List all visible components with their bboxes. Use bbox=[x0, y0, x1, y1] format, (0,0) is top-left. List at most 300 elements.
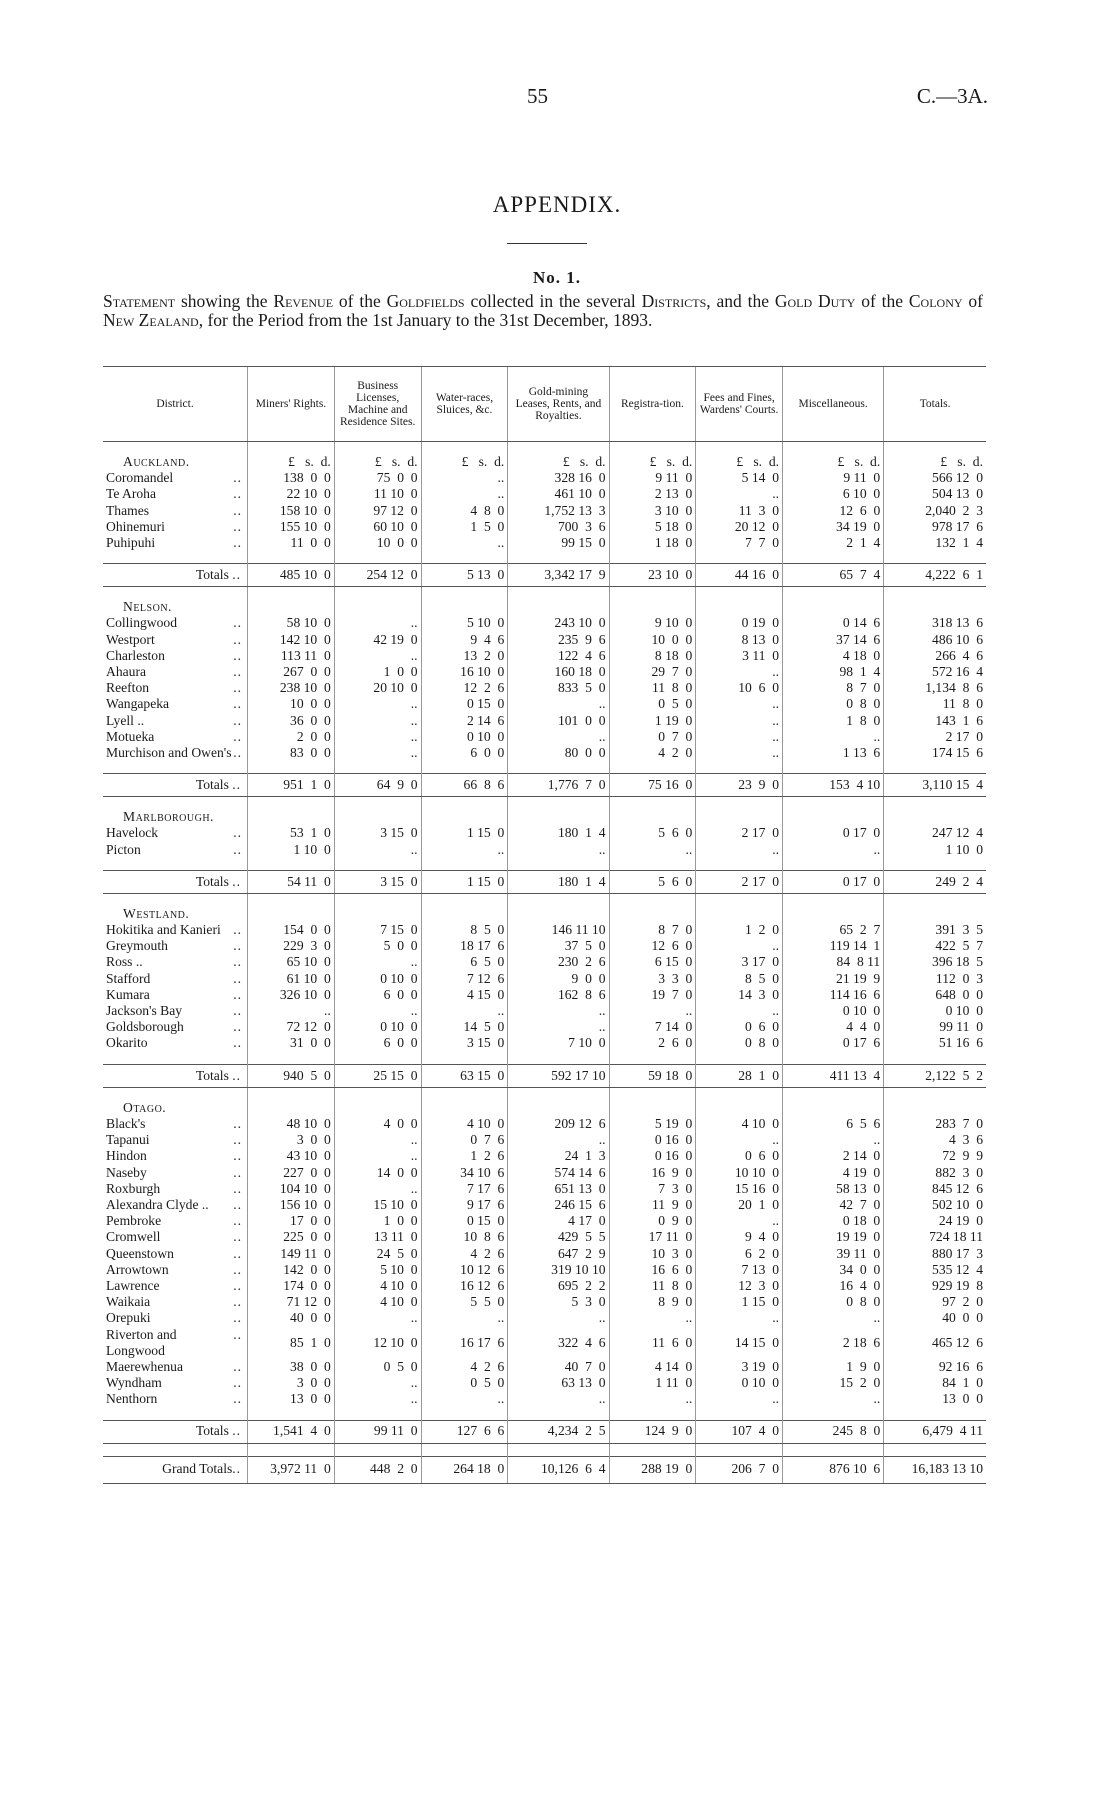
grand-total-value-cell: 3,972 11 0 bbox=[248, 1456, 335, 1483]
value-cell: 138 0 0 bbox=[248, 470, 335, 486]
total-value-cell: 75 16 0 bbox=[609, 774, 696, 797]
value-cell: 143 1 6 bbox=[884, 713, 986, 729]
value-cell: .. bbox=[334, 615, 421, 631]
value-cell: 2,040 2 3 bbox=[884, 503, 986, 519]
total-value-cell: 2 17 0 bbox=[696, 870, 783, 893]
district-cell-inner bbox=[106, 519, 244, 535]
district-cell bbox=[103, 1391, 248, 1407]
statement-word: Statement bbox=[103, 291, 176, 311]
table-row bbox=[103, 745, 986, 761]
total-value-cell: 5 13 0 bbox=[421, 564, 508, 587]
district-cell-inner bbox=[106, 1262, 244, 1278]
spacer-cell bbox=[508, 1052, 609, 1065]
total-value-cell: 127 6 6 bbox=[421, 1420, 508, 1443]
value-cell: 429 5 5 bbox=[508, 1229, 609, 1245]
district-cell bbox=[103, 1246, 248, 1262]
region-name: Marlborough. bbox=[123, 809, 214, 825]
leader-dots: .. bbox=[233, 1035, 243, 1051]
district-cell bbox=[103, 1181, 248, 1197]
value-cell: 929 19 8 bbox=[884, 1278, 986, 1294]
district-cell bbox=[103, 1197, 248, 1213]
district-cell bbox=[103, 680, 248, 696]
table-row bbox=[103, 713, 986, 729]
leader-dots: .. bbox=[233, 970, 243, 986]
district-cell bbox=[103, 632, 248, 648]
value-cell: 724 18 11 bbox=[884, 1229, 986, 1245]
grand-total-value-cell: 288 19 0 bbox=[609, 1456, 696, 1483]
value-cell: 11 3 0 bbox=[696, 503, 783, 519]
value-cell: .. bbox=[508, 729, 609, 745]
spacer-cell bbox=[334, 1443, 421, 1456]
value-cell: 465 12 6 bbox=[884, 1327, 986, 1359]
spacer-cell bbox=[508, 1443, 609, 1456]
value-cell: 39 11 0 bbox=[783, 1246, 884, 1262]
value-cell: .. bbox=[334, 696, 421, 712]
value-cell: 9 4 0 bbox=[696, 1229, 783, 1245]
value-cell: .. bbox=[421, 1391, 508, 1407]
value-cell: 4 4 0 bbox=[783, 1019, 884, 1035]
value-cell: .. bbox=[421, 486, 508, 502]
value-cell: 1 18 0 bbox=[609, 535, 696, 551]
value-cell: 1 13 6 bbox=[783, 745, 884, 761]
value-cell: 4 10 0 bbox=[334, 1278, 421, 1294]
value-cell: 112 0 3 bbox=[884, 971, 986, 987]
spacer-row bbox=[103, 1052, 986, 1065]
district-cell-inner bbox=[106, 842, 244, 858]
district-name: Black's bbox=[106, 1115, 146, 1131]
spacer-cell bbox=[783, 761, 884, 774]
units-cell bbox=[421, 599, 508, 615]
table-row bbox=[103, 632, 986, 648]
value-cell: 10 3 0 bbox=[609, 1246, 696, 1262]
total-value-cell: 0 17 0 bbox=[783, 870, 884, 893]
value-cell: 34 19 0 bbox=[783, 519, 884, 535]
district-cell bbox=[103, 1359, 248, 1375]
total-value-cell: 44 16 0 bbox=[696, 564, 783, 587]
units-cell bbox=[696, 906, 783, 922]
value-cell: 4 0 0 bbox=[334, 1116, 421, 1132]
value-cell: .. bbox=[696, 729, 783, 745]
value-cell: 0 14 6 bbox=[783, 615, 884, 631]
spacer-cell bbox=[609, 442, 696, 455]
table-row bbox=[103, 729, 986, 745]
value-cell: 16 10 0 bbox=[421, 664, 508, 680]
district-cell-inner bbox=[106, 1391, 244, 1407]
district-name: Havelock bbox=[106, 825, 159, 841]
statement-text: of the bbox=[333, 291, 387, 311]
district-name: Ross .. bbox=[106, 954, 143, 970]
statement-text: collected in the several bbox=[464, 291, 642, 311]
value-cell: .. bbox=[508, 1019, 609, 1035]
value-cell: 154 0 0 bbox=[248, 922, 335, 938]
total-value-cell: 592 17 10 bbox=[508, 1064, 609, 1087]
district-cell-inner bbox=[106, 922, 244, 938]
spacer-row bbox=[103, 551, 986, 564]
value-cell: 84 1 0 bbox=[884, 1375, 986, 1391]
leader-dots: .. bbox=[233, 1003, 243, 1019]
district-cell bbox=[103, 503, 248, 519]
value-cell: 3 0 0 bbox=[248, 1132, 335, 1148]
value-cell: 6 5 6 bbox=[783, 1116, 884, 1132]
units-cell bbox=[248, 599, 335, 615]
value-cell: 0 19 0 bbox=[696, 615, 783, 631]
spacer-cell bbox=[103, 551, 248, 564]
value-cell: 4 2 6 bbox=[421, 1359, 508, 1375]
region-header-row bbox=[103, 599, 986, 615]
table-row bbox=[103, 1278, 986, 1294]
value-cell: .. bbox=[696, 1391, 783, 1407]
value-cell: 0 7 0 bbox=[609, 729, 696, 745]
value-cell: .. bbox=[696, 1213, 783, 1229]
table-row bbox=[103, 486, 986, 502]
value-cell: 162 8 6 bbox=[508, 987, 609, 1003]
value-cell: 60 10 0 bbox=[334, 519, 421, 535]
spacer-cell bbox=[421, 893, 508, 906]
total-value-cell: 23 10 0 bbox=[609, 564, 696, 587]
spacer-cell bbox=[421, 1443, 508, 1456]
value-cell: 1 15 0 bbox=[421, 825, 508, 841]
table-row bbox=[103, 1035, 986, 1051]
district-cell bbox=[103, 1116, 248, 1132]
value-cell: 72 9 9 bbox=[884, 1148, 986, 1164]
value-cell: 122 4 6 bbox=[508, 648, 609, 664]
units-cell bbox=[421, 809, 508, 825]
spacer-cell bbox=[609, 587, 696, 600]
value-cell: 11 10 0 bbox=[334, 486, 421, 502]
value-cell: 572 16 4 bbox=[884, 664, 986, 680]
district-name: Picton bbox=[106, 841, 141, 857]
value-cell: 149 11 0 bbox=[248, 1246, 335, 1262]
total-value-cell: 107 4 0 bbox=[696, 1420, 783, 1443]
district-name: Jackson's Bay bbox=[106, 1003, 183, 1019]
value-cell: 97 12 0 bbox=[334, 503, 421, 519]
table-row bbox=[103, 954, 986, 970]
value-cell: 29 7 0 bbox=[609, 664, 696, 680]
district-name: Reefton bbox=[106, 680, 150, 696]
value-cell: 235 9 6 bbox=[508, 632, 609, 648]
spacer-cell bbox=[884, 1443, 986, 1456]
district-name: Lawrence bbox=[106, 1277, 160, 1293]
value-cell: 104 10 0 bbox=[248, 1181, 335, 1197]
district-name: Charleston bbox=[106, 647, 165, 663]
district-cell bbox=[103, 987, 248, 1003]
value-cell: 574 14 6 bbox=[508, 1165, 609, 1181]
spacer-cell bbox=[783, 1443, 884, 1456]
value-cell: 40 0 0 bbox=[884, 1310, 986, 1326]
value-cell: .. bbox=[696, 696, 783, 712]
value-cell: 37 14 6 bbox=[783, 632, 884, 648]
leader-dots: .. bbox=[233, 1326, 243, 1342]
leader-dots: .. bbox=[233, 1261, 243, 1277]
header-totals: Totals. bbox=[884, 367, 986, 442]
value-cell: 16 9 0 bbox=[609, 1165, 696, 1181]
value-cell: 17 0 0 bbox=[248, 1213, 335, 1229]
value-cell: 72 12 0 bbox=[248, 1019, 335, 1035]
spacer-cell bbox=[783, 1052, 884, 1065]
value-cell: 6 15 0 bbox=[609, 954, 696, 970]
district-cell-inner bbox=[106, 1165, 244, 1181]
value-cell: 5 0 0 bbox=[334, 938, 421, 954]
district-cell bbox=[103, 1375, 248, 1391]
spacer-cell bbox=[884, 1087, 986, 1100]
value-cell: 51 16 6 bbox=[884, 1035, 986, 1051]
value-cell: .. bbox=[334, 729, 421, 745]
value-cell: 15 16 0 bbox=[696, 1181, 783, 1197]
value-cell: 10 10 0 bbox=[696, 1165, 783, 1181]
total-value-cell: 485 10 0 bbox=[248, 564, 335, 587]
value-cell: 3 10 0 bbox=[609, 503, 696, 519]
district-name: Murchison and Owen's bbox=[106, 745, 232, 761]
leader-dots: .. bbox=[233, 1277, 243, 1293]
spacer-cell bbox=[508, 893, 609, 906]
value-cell: 230 2 6 bbox=[508, 954, 609, 970]
district-name: Thames bbox=[106, 502, 150, 518]
leader-dots: .. bbox=[233, 712, 243, 728]
leader-dots: .. bbox=[233, 1310, 243, 1326]
value-cell: 158 10 0 bbox=[248, 503, 335, 519]
header-gold-mining-leases: Gold-mining Leases, Rents, and Royalties. bbox=[508, 367, 609, 442]
region-header-row bbox=[103, 1100, 986, 1116]
leader-dots: .. bbox=[233, 631, 243, 647]
spacer-cell bbox=[248, 858, 335, 871]
total-value-cell: 180 1 4 bbox=[508, 870, 609, 893]
district-cell bbox=[103, 1327, 248, 1359]
district-cell-inner bbox=[106, 535, 244, 551]
spacer-cell bbox=[884, 551, 986, 564]
value-cell: 4 15 0 bbox=[421, 987, 508, 1003]
table-row bbox=[103, 938, 986, 954]
table-row bbox=[103, 1116, 986, 1132]
statement-word: Districts bbox=[641, 291, 707, 311]
spacer-row bbox=[103, 587, 986, 600]
value-cell: 12 10 0 bbox=[334, 1327, 421, 1359]
district-cell bbox=[103, 664, 248, 680]
district-name: Te Aroha bbox=[106, 486, 157, 502]
value-cell: 61 10 0 bbox=[248, 971, 335, 987]
value-cell: 2 17 0 bbox=[696, 825, 783, 841]
totals-label bbox=[103, 564, 248, 587]
revenue-table-container bbox=[103, 366, 986, 1484]
spacer-cell bbox=[696, 587, 783, 600]
district-cell bbox=[103, 486, 248, 502]
value-cell: 9 4 6 bbox=[421, 632, 508, 648]
district-cell-inner bbox=[106, 1019, 244, 1035]
statement-caption bbox=[103, 292, 983, 330]
value-cell: 2 13 0 bbox=[609, 486, 696, 502]
spacer-cell bbox=[103, 442, 248, 455]
value-cell: 209 12 6 bbox=[508, 1116, 609, 1132]
table-row bbox=[103, 987, 986, 1003]
statement-word: New Zealand bbox=[103, 310, 199, 330]
value-cell: 11 0 0 bbox=[248, 535, 335, 551]
table-row bbox=[103, 1229, 986, 1245]
value-cell: 4 10 0 bbox=[334, 1294, 421, 1310]
value-cell: .. bbox=[334, 954, 421, 970]
value-cell: 0 16 0 bbox=[609, 1148, 696, 1164]
district-cell-inner bbox=[106, 632, 244, 648]
leader-dots: .. bbox=[232, 1067, 242, 1083]
value-cell: 11 8 0 bbox=[609, 1278, 696, 1294]
value-cell: 11 9 0 bbox=[609, 1197, 696, 1213]
value-cell: 20 12 0 bbox=[696, 519, 783, 535]
district-cell-inner bbox=[106, 825, 244, 841]
value-cell: 9 11 0 bbox=[609, 470, 696, 486]
district-cell bbox=[103, 1019, 248, 1035]
spacer-cell bbox=[783, 1408, 884, 1421]
value-cell: 75 0 0 bbox=[334, 470, 421, 486]
statement-word: Colony bbox=[908, 291, 963, 311]
total-value-cell: 3,110 15 4 bbox=[884, 774, 986, 797]
value-cell: 16 4 0 bbox=[783, 1278, 884, 1294]
district-name: Motueka bbox=[106, 728, 155, 744]
district-name: Lyell .. bbox=[106, 712, 145, 728]
district-cell bbox=[103, 1262, 248, 1278]
spacer-cell bbox=[884, 797, 986, 810]
value-cell: 391 3 5 bbox=[884, 922, 986, 938]
table-row bbox=[103, 971, 986, 987]
leader-dots: .. bbox=[233, 922, 243, 938]
leader-dots: .. bbox=[233, 680, 243, 696]
units-cell: £ s. d. bbox=[248, 454, 335, 470]
grand-totals-label bbox=[103, 1456, 248, 1483]
statement-text: , for the Period from the 1st January to the 31st December, 1893. bbox=[198, 310, 653, 330]
value-cell: 13 0 0 bbox=[884, 1391, 986, 1407]
units-cell bbox=[421, 1100, 508, 1116]
district-cell bbox=[103, 648, 248, 664]
value-cell: 322 4 6 bbox=[508, 1327, 609, 1359]
totals-label bbox=[103, 1064, 248, 1087]
value-cell: 155 10 0 bbox=[248, 519, 335, 535]
total-value-cell: 6,479 4 11 bbox=[884, 1420, 986, 1443]
value-cell: 18 17 6 bbox=[421, 938, 508, 954]
spacer-cell bbox=[103, 1052, 248, 1065]
value-cell: 2 14 0 bbox=[783, 1148, 884, 1164]
value-cell: .. bbox=[248, 1003, 335, 1019]
value-cell: .. bbox=[696, 713, 783, 729]
spacer-cell bbox=[609, 797, 696, 810]
value-cell: 53 1 0 bbox=[248, 825, 335, 841]
value-cell: 10 6 0 bbox=[696, 680, 783, 696]
district-name: Queenstown bbox=[106, 1245, 174, 1261]
value-cell: 0 16 0 bbox=[609, 1132, 696, 1148]
value-cell: 4 10 0 bbox=[421, 1116, 508, 1132]
spacer-cell bbox=[696, 1408, 783, 1421]
value-cell: 36 0 0 bbox=[248, 713, 335, 729]
value-cell: 4 19 0 bbox=[783, 1165, 884, 1181]
district-cell bbox=[103, 1035, 248, 1051]
value-cell: 142 0 0 bbox=[248, 1262, 335, 1278]
value-cell: 7 13 0 bbox=[696, 1262, 783, 1278]
district-cell-inner bbox=[106, 1035, 244, 1051]
value-cell: .. bbox=[696, 1132, 783, 1148]
grand-total-value-cell: 264 18 0 bbox=[421, 1456, 508, 1483]
value-cell: 58 13 0 bbox=[783, 1181, 884, 1197]
value-cell: .. bbox=[334, 1310, 421, 1326]
value-cell: 85 1 0 bbox=[248, 1327, 335, 1359]
leader-dots: .. bbox=[233, 1294, 243, 1310]
value-cell: 1,134 8 6 bbox=[884, 680, 986, 696]
value-cell: 880 17 3 bbox=[884, 1246, 986, 1262]
table-row bbox=[103, 842, 986, 858]
document-number: No. 1. bbox=[532, 268, 582, 287]
total-value-cell: 1,541 4 0 bbox=[248, 1420, 335, 1443]
leader-dots: .. bbox=[233, 825, 243, 841]
total-value-cell: 2,122 5 2 bbox=[884, 1064, 986, 1087]
totals-label bbox=[103, 870, 248, 893]
value-cell: .. bbox=[609, 1310, 696, 1326]
table-row bbox=[103, 1132, 986, 1148]
grand-totals-label-text: Grand Totals bbox=[162, 1461, 233, 1477]
value-cell: 318 13 6 bbox=[884, 615, 986, 631]
spacer-cell bbox=[508, 1087, 609, 1100]
totals-label-text: Totals bbox=[195, 1067, 229, 1083]
value-cell: 13 0 0 bbox=[248, 1391, 335, 1407]
statement-text: , and the bbox=[706, 291, 775, 311]
value-cell: 0 10 0 bbox=[696, 1375, 783, 1391]
district-name: Roxburgh bbox=[106, 1180, 161, 1196]
value-cell: .. bbox=[508, 1003, 609, 1019]
value-cell: 6 2 0 bbox=[696, 1246, 783, 1262]
district-cell-inner bbox=[106, 729, 244, 745]
value-cell: .. bbox=[609, 1391, 696, 1407]
totals-label-text: Totals bbox=[195, 567, 229, 583]
district-name: Orepuki bbox=[106, 1310, 151, 1326]
value-cell: 11 8 0 bbox=[609, 680, 696, 696]
district-name: Arrowtown bbox=[106, 1261, 169, 1277]
units-cell bbox=[334, 906, 421, 922]
spacer-cell bbox=[609, 893, 696, 906]
spacer-cell bbox=[421, 858, 508, 871]
district-cell-inner bbox=[106, 1327, 244, 1359]
spacer-cell bbox=[884, 1052, 986, 1065]
value-cell: 4 2 6 bbox=[421, 1246, 508, 1262]
units-cell bbox=[508, 599, 609, 615]
value-cell: 9 0 0 bbox=[508, 971, 609, 987]
district-cell bbox=[103, 922, 248, 938]
district-cell bbox=[103, 1003, 248, 1019]
revenue-table bbox=[103, 366, 986, 1484]
value-cell: .. bbox=[508, 1391, 609, 1407]
spacer-cell bbox=[248, 1087, 335, 1100]
region-totals-row bbox=[103, 564, 986, 587]
spacer-cell bbox=[334, 761, 421, 774]
spacer-row bbox=[103, 1087, 986, 1100]
district-cell-inner bbox=[106, 615, 244, 631]
value-cell: 0 10 0 bbox=[421, 729, 508, 745]
district-name: Maerewhenua bbox=[106, 1358, 183, 1374]
units-cell: £ s. d. bbox=[696, 454, 783, 470]
value-cell: 142 10 0 bbox=[248, 632, 335, 648]
value-cell: .. bbox=[508, 842, 609, 858]
spacer-cell bbox=[334, 587, 421, 600]
value-cell: 14 0 0 bbox=[334, 1165, 421, 1181]
value-cell: .. bbox=[609, 1003, 696, 1019]
spacer-cell bbox=[508, 587, 609, 600]
district-cell-inner bbox=[106, 503, 244, 519]
spacer-cell bbox=[248, 1443, 335, 1456]
value-cell: 648 0 0 bbox=[884, 987, 986, 1003]
district-cell-inner bbox=[106, 1229, 244, 1245]
value-cell: .. bbox=[421, 1310, 508, 1326]
district-name: Goldsborough bbox=[106, 1019, 184, 1035]
value-cell: 71 12 0 bbox=[248, 1294, 335, 1310]
spacer-row bbox=[103, 1408, 986, 1421]
value-cell: 99 15 0 bbox=[508, 535, 609, 551]
value-cell: .. bbox=[783, 729, 884, 745]
value-cell: 31 0 0 bbox=[248, 1035, 335, 1051]
value-cell: 1 2 0 bbox=[696, 922, 783, 938]
value-cell: 1 0 0 bbox=[334, 664, 421, 680]
